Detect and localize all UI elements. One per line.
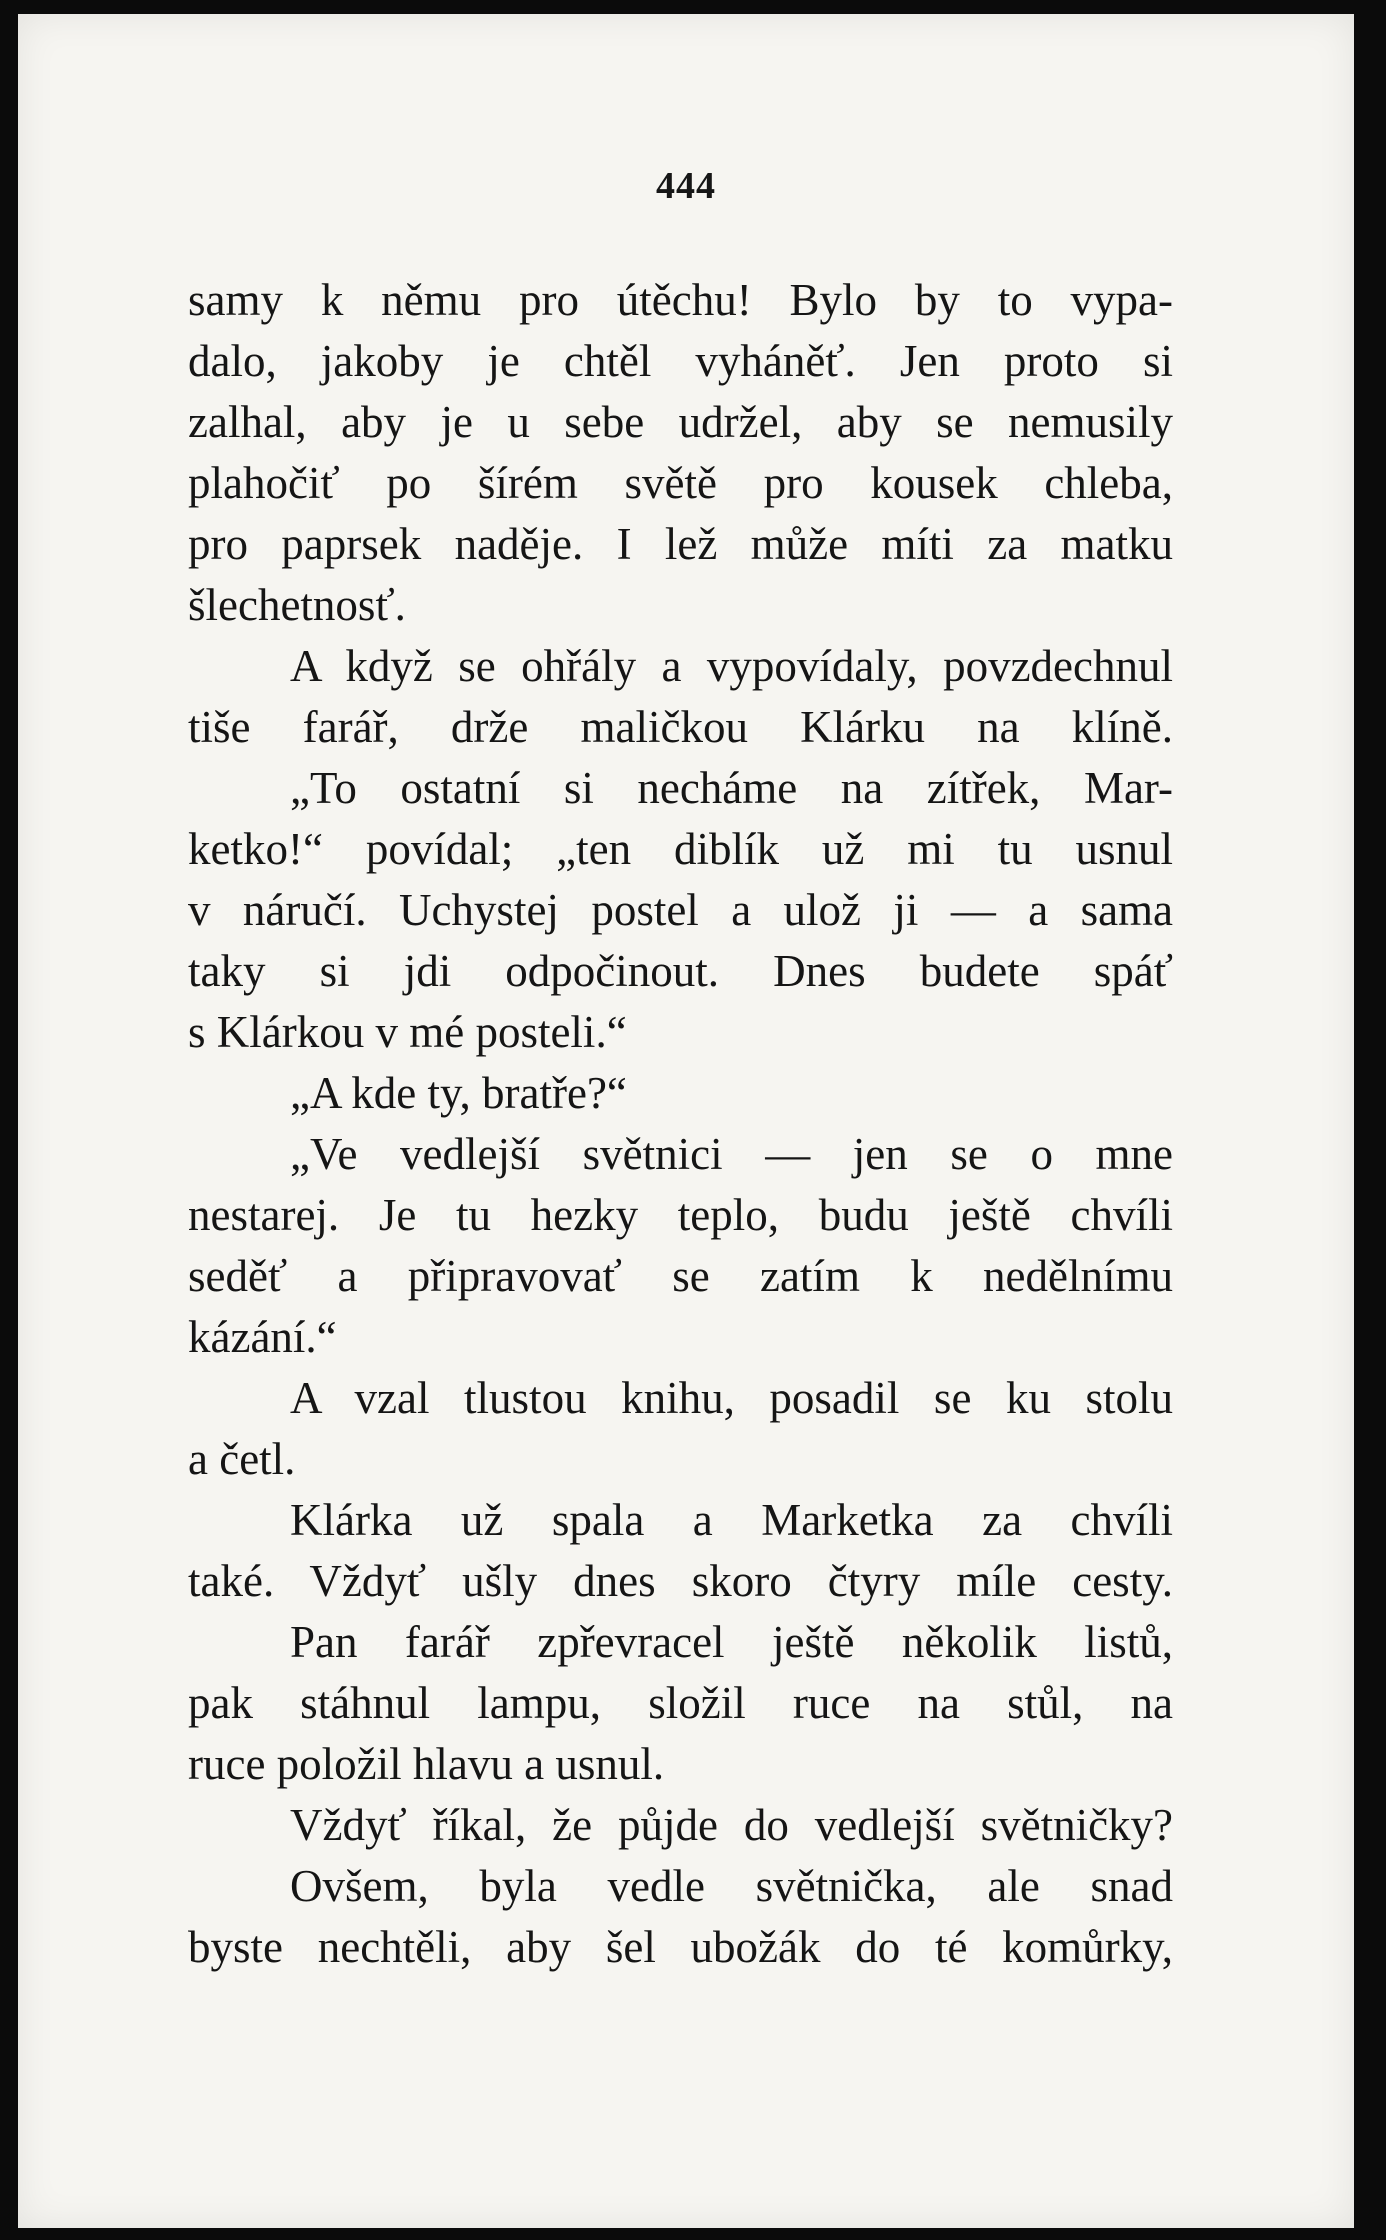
text-line: v náručí. Uchystej postel a ulož ji — a sama — [188, 885, 1174, 935]
text-line: Pan farář zpřevracel ještě několik listů, — [290, 1617, 1174, 1667]
text-line: ketko!“ povídal; „ten diblík už mi tu usnul — [188, 824, 1174, 874]
text-line: kázání.“ — [188, 1312, 337, 1362]
body-text — [188, 270, 1173, 1978]
text-line: a četl. — [188, 1434, 296, 1484]
text-line: samy k němu pro útěchu! Bylo by to vypa- — [188, 275, 1174, 325]
text-line: byste nechtěli, aby šel ubožák do té komůrky, — [188, 1922, 1173, 1972]
text-line: ruce položil hlavu a usnul. — [188, 1739, 665, 1789]
text-line: „Ve vedlejší světnici — jen se o mne — [290, 1129, 1174, 1179]
text-line: dalo, jakoby je chtěl vyháněť. Jen proto si — [188, 336, 1173, 386]
text-line: seděť a připravovať se zatím k nedělnímu — [188, 1251, 1173, 1301]
text-line: taky si jdi odpočinout. Dnes budete spáť — [188, 946, 1173, 996]
text-line: Vždyť říkal, že půjde do vedlejší světničky? — [290, 1800, 1174, 1850]
text-line: plahočiť po šírém světě pro kousek chleba, — [188, 458, 1173, 508]
text-line: nestarej. Je tu hezky teplo, budu ještě chvíli — [188, 1190, 1173, 1240]
book-page — [18, 14, 1354, 2228]
text-line: Klárka už spala a Marketka za chvíli — [290, 1495, 1174, 1545]
text-line: „To ostatní si necháme na zítřek, Mar- — [290, 763, 1173, 813]
text-line: tiše farář, drže maličkou Klárku na klíně. — [188, 702, 1174, 752]
text-line: „A kde ty, bratře?“ — [290, 1068, 627, 1118]
text-line: Ovšem, byla vedle světnička, ale snad — [290, 1861, 1173, 1911]
text-line: také. Vždyť ušly dnes skoro čtyry míle cesty. — [188, 1556, 1174, 1606]
page-number: 444 — [656, 165, 716, 207]
text-line: A když se ohřály a vypovídaly, povzdechnul — [290, 641, 1173, 691]
text-line: šlechetnosť. — [188, 580, 406, 630]
text-line: A vzal tlustou knihu, posadil se ku stolu — [290, 1373, 1174, 1423]
text-line: zalhal, aby je u sebe udržel, aby se nemusily — [188, 397, 1173, 447]
text-line: pro paprsek naděje. I lež může míti za matku — [188, 519, 1173, 569]
text-line: pak stáhnul lampu, složil ruce na stůl, na — [188, 1678, 1174, 1728]
text-line: s Klárkou v mé posteli.“ — [188, 1007, 627, 1057]
